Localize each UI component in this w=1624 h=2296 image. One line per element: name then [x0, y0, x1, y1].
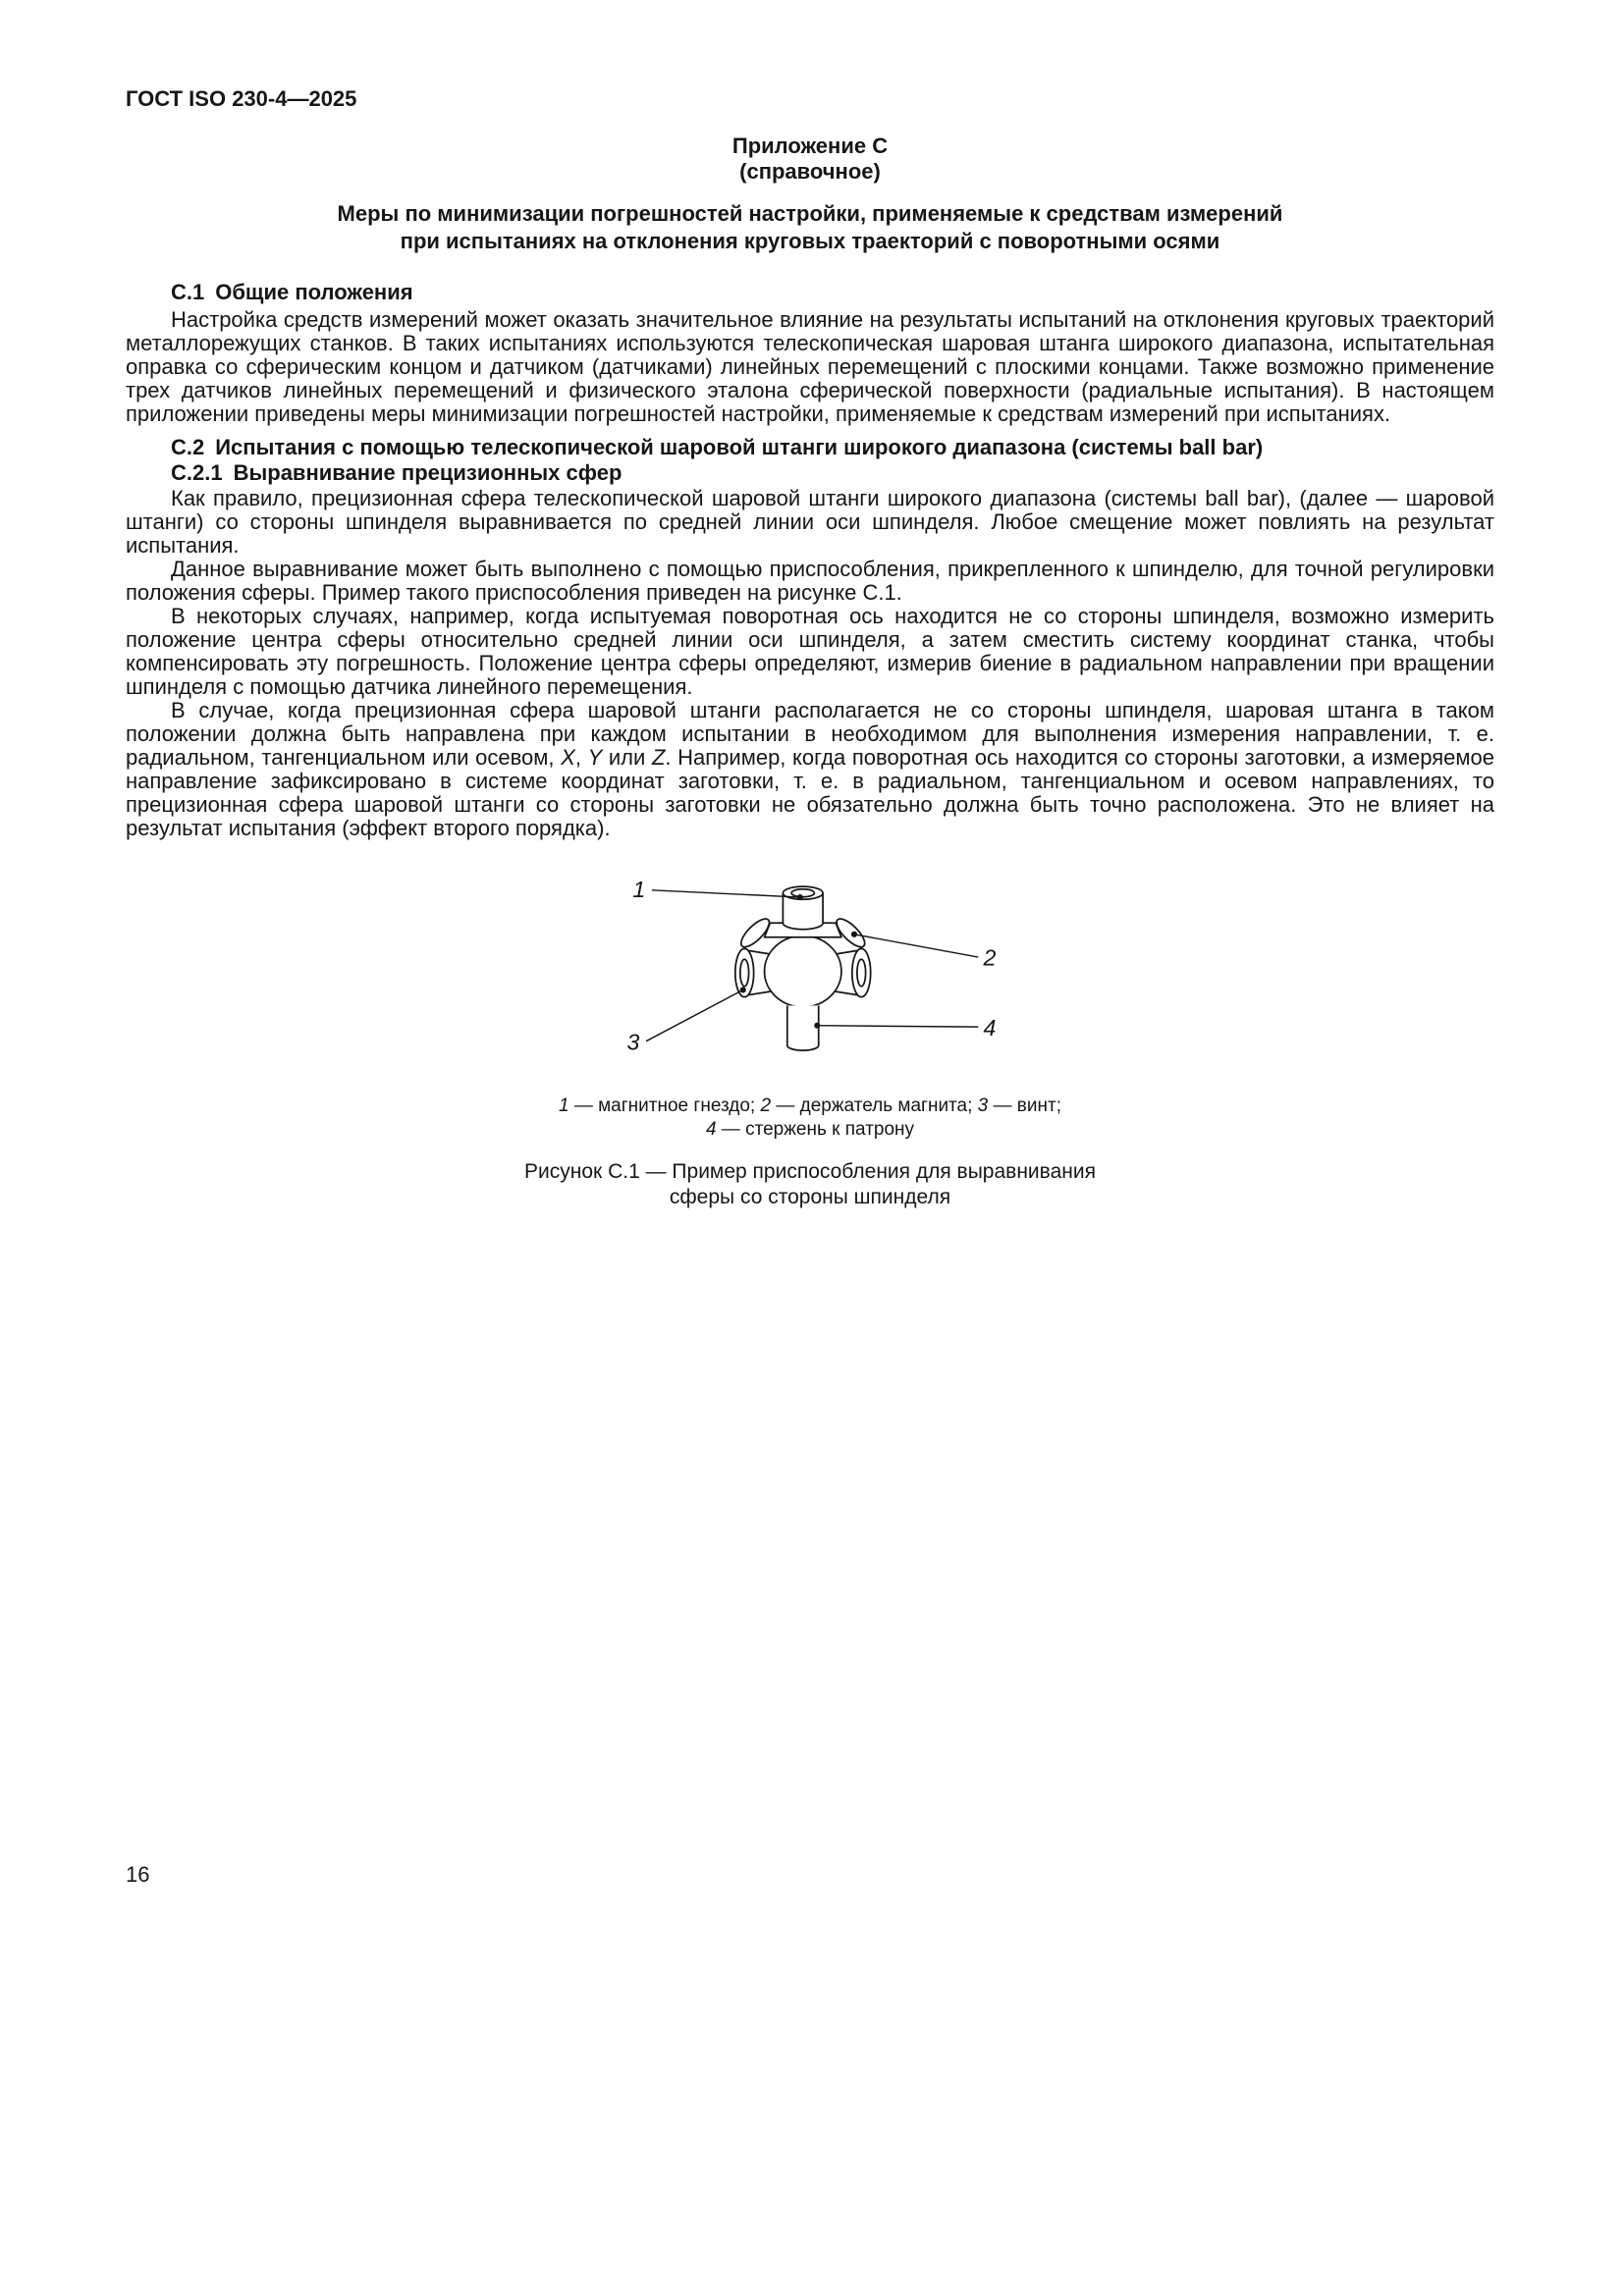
section-c1-heading: С.1 Общие положения	[171, 280, 413, 304]
figure-title-line2: сферы со стороны шпинделя	[669, 1186, 951, 1208]
legend-num-1: 1	[558, 1095, 569, 1116]
annex-title	[126, 200, 1494, 255]
chuck-stem	[787, 1005, 819, 1050]
axis-x-label: X	[561, 745, 575, 770]
section-c21-paragraph-3: В некоторых случаях, например, когда испытуемая поворотная ось находится не со стороны шпинделя, возможно измерить положение центра сферы относительно средней линии оси шпинделя, а затем сместить систему координат станка, чтобы компенсировать эту погрешность. Положение центра сферы определяют, измерив биение в радиальном направлении при вращении шпинделя с помощью датчика линейного перемещения.	[126, 604, 1494, 699]
legend-num-3: 3	[977, 1095, 989, 1116]
annex-title-line1: Меры по минимизации погрешностей настройки, применяемые к средствам измерений	[337, 201, 1283, 226]
section-c1-paragraph-1: Настройка средств измерений может оказать значительное влияние на результаты испытаний на отклонения круговых траекторий металлорежущих станков. В таких испытаниях используются телескопическая шаровая штанга широкого диапазона, испытательная оправка со сферическим концом и датчиком (датчиками) линейных перемещений с плоскими концами. Также возможно применение трех датчиков линейных перемещений и физического эталона сферической поверхности (радиальные испытания). В настоящем приложении приведены меры минимизации погрешностей настройки, применяемые к средствам измерений при испытаниях.	[126, 307, 1494, 426]
fixture-hub	[765, 935, 841, 1007]
legend-num-2: 2	[760, 1095, 772, 1116]
doc-code-header: ГОСТ ISO 230-4—2025	[126, 86, 357, 111]
section-c21-paragraph-4: В случае, когда прецизионная сфера шаровой штанги располагается не со стороны шпинделя, шаровая штанга в таком положении должна быть направлена при каждом испытании в необходимом для выполнения измерения направлении, т. е. радиальном, тангенциальном или осевом, X, Y или Z. Например, когда поворотная ось находится со стороны заготовки, а измеряемое направление зафиксировано в системе координат заготовки, т. е. в радиальном, тангенциальном и осевом направлениях, то прецизионная сфера шаровой штанги со стороны заготовки не обязательно должна быть точно расположена. Это не влияет на результат испытания (эффект второго порядка).	[126, 698, 1495, 840]
section-c21-paragraph-2: Данное выравнивание может быть выполнено с помощью приспособления, прикрепленного к шпинделю, для точной регулировки положения сферы. Пример такого приспособления приведен на рисунке С.1.	[126, 557, 1494, 605]
figure-legend	[126, 1095, 1494, 1142]
figure-title-line1: Рисунок С.1 — Пример приспособления для выравнивания	[524, 1160, 1096, 1183]
figure-c1	[126, 866, 1494, 1210]
figure-title	[126, 1159, 1494, 1210]
section-c2-heading: С.2 Испытания с помощью телескопической шаровой штанги широкого диапазона (системы ball bar)	[171, 435, 1264, 459]
figure-callout-2: 2	[983, 944, 997, 971]
figure-callout-4: 4	[983, 1014, 997, 1041]
annex-heading	[126, 133, 1494, 185]
section-c21-paragraph-1: Как правило, прецизионная сфера телескопической шаровой штанги широкого диапазона (системы ball bar), (далее — шаровой штанги) со стороны шпинделя выравнивается по средней линии оси шпинделя. Любое смещение может повлиять на результат испытания.	[126, 486, 1494, 558]
alignment-fixture-drawing	[589, 866, 1031, 1080]
figure-callout-1: 1	[632, 877, 646, 903]
socket-hole	[791, 889, 814, 897]
figure-legend-line2: 4 — стержень к патрону	[705, 1119, 915, 1140]
figure-legend-line1: 1 — магнитное гнездо; 2 — держатель магнита; 3 — винт;	[558, 1095, 1061, 1116]
annex-title-line2: при испытаниях на отклонения круговых траекторий с поворотными осями	[400, 229, 1220, 253]
page-number: 16	[126, 1862, 150, 1887]
annex-label: Приложение С	[731, 133, 889, 158]
legend-num-4: 4	[705, 1119, 717, 1140]
annex-kind: (справочное)	[739, 159, 881, 184]
section-c21-heading: С.2.1 Выравнивание прецизионных сфер	[171, 460, 623, 485]
axis-z-label: Z	[651, 745, 666, 770]
axis-y-label: Y	[587, 745, 603, 770]
figure-callout-3: 3	[626, 1029, 640, 1055]
